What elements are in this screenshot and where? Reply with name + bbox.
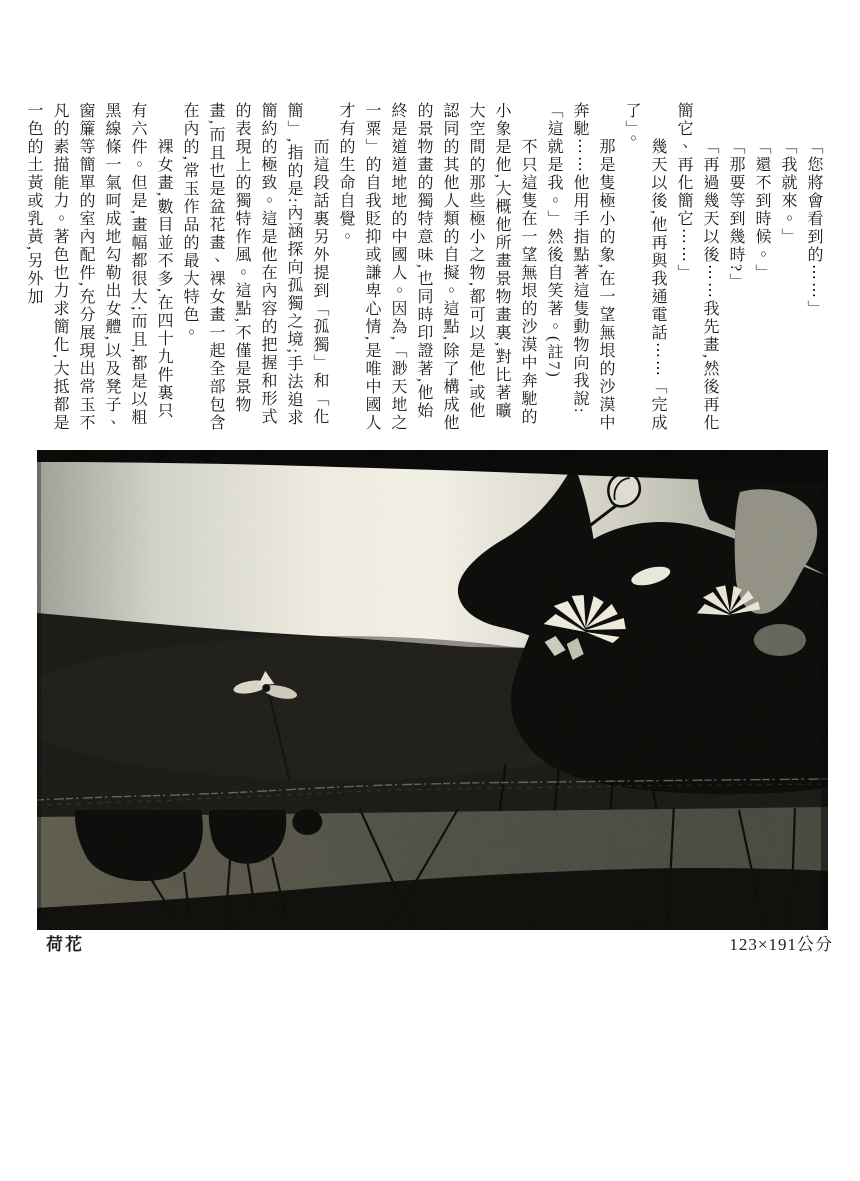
paragraph: 「我就來。」 — [779, 138, 796, 246]
paragraph: 「再過幾天以後⋯⋯我先畫,然後再化簡它、再化簡它⋯⋯」 — [675, 102, 718, 432]
paragraph: 而這段話裏另外提到「孤獨」和「化簡」,指的是:內涵探向孤獨之境;手法追求簡約的極致。這是他在內容的把握和形式的表現上的獨特作風。這點,不僅是景物畫,而且也是盆花畫、裸女畫一起全部包含在內的,常玉作品的最大特色。 — [181, 102, 328, 432]
paragraph: 「還不到時候。」 — [753, 138, 770, 282]
lotus-painting-figure — [37, 450, 828, 930]
blotch-texture — [37, 450, 828, 930]
paragraph: 那是隻極小的象,在一望無垠的沙漠中奔馳⋯⋯他用手指點著這隻動物向我說:「這就是我。」然後自笑著。(註7) — [545, 102, 614, 432]
paragraph: 幾天以後,他再與我通電話⋯⋯「完成了」。 — [623, 102, 666, 432]
paragraph: 「您將會看到的⋯⋯」 — [805, 138, 822, 318]
article-text-block — [20, 102, 826, 434]
paragraph: 裸女畫,數目並不多,在四十九件裏只有六件。但是,畫幅都很大;而且,都是以粗黑線條一氣呵成地勾勒出女體,以及凳子、窗簾等簡單的室內配件,充分展現出常玉不凡的素描能力。著色也力求簡化,大抵都是一色的土黃或乳黃,另外加 — [25, 102, 172, 432]
lotus-painting-image — [37, 450, 828, 930]
figure-caption-title: 荷花 — [46, 934, 84, 954]
paragraph: 不只這隻在一望無垠的沙漠中奔馳的小象是他,大概他所畫景物畫裏,對比著曠大空間的那些極小之物,都可以是他,或他認同的其他人類的自擬。這點,除了構成他的景物畫的獨特意味,也同時印證著,他始終是道道地地的中國人。因為,「渺天地之一粟」的自我貶抑或謙卑心情,是唯中國人才有的生命自覺。 — [337, 102, 536, 432]
figure-caption — [38, 929, 833, 955]
figure-caption-dimensions: 123×191公分 — [729, 934, 833, 954]
paragraph: 「那要等到幾時?」 — [727, 138, 744, 292]
